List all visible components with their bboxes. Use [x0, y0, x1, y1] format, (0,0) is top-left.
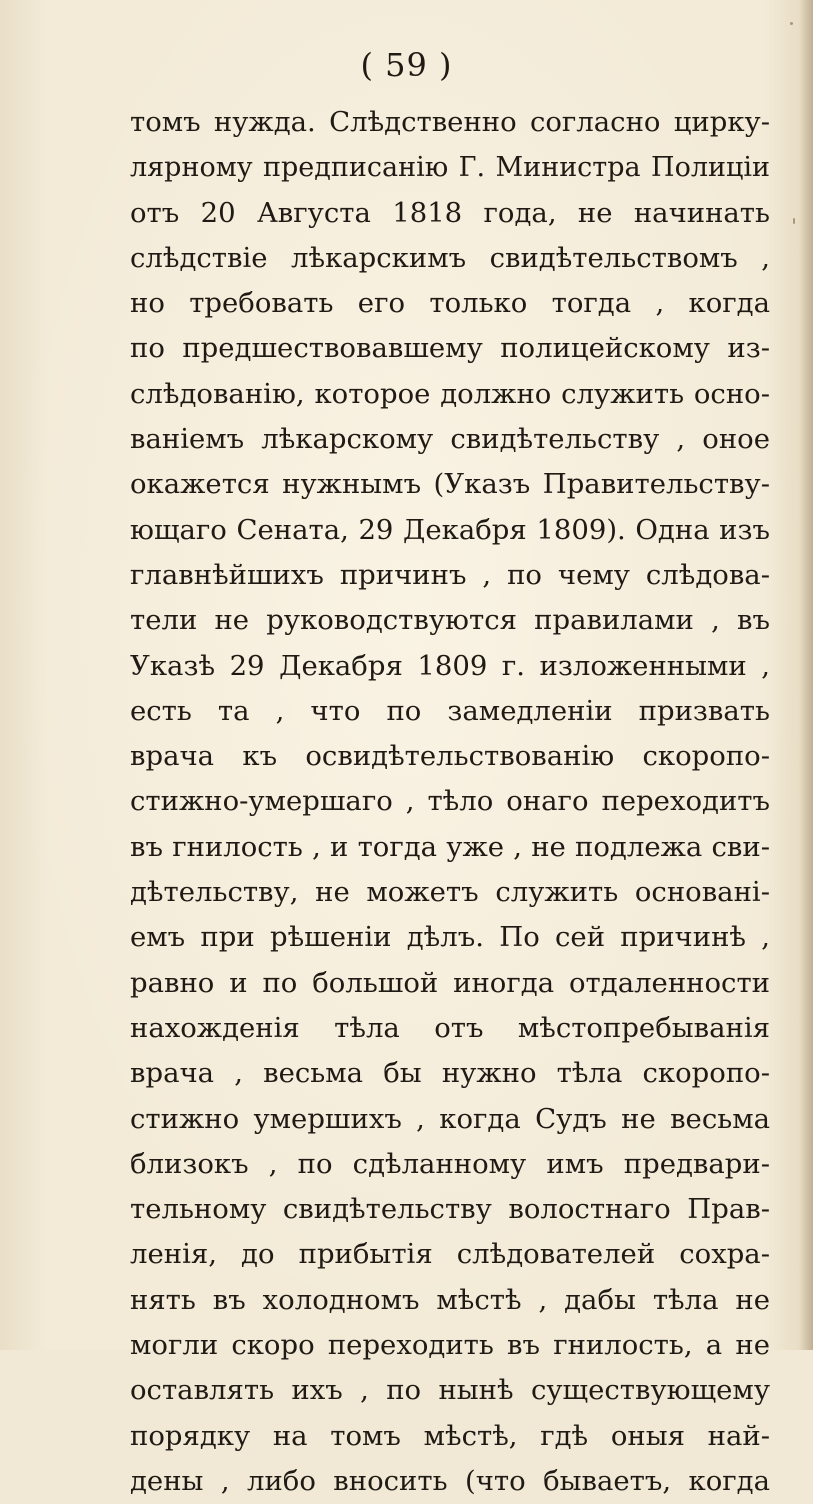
text-line: ваніемъ лѣкарскому свидѣтельству , оное [130, 423, 770, 456]
text-line: оставлять ихъ , по нынѣ существующему [130, 1374, 770, 1407]
text-line: емъ при рѣшеніи дѣлъ. По сей причинѣ , [130, 921, 770, 954]
text-line: слѣдованію, которое должно служить осно- [130, 377, 770, 410]
text-line: томъ нужда. Слѣдственно согласно цирку- [130, 106, 770, 138]
text-line: близокъ , по сдѣланному имъ предвари- [130, 1147, 770, 1180]
text-line: въ гнилость , и тогда уже , не подлежа сви- [130, 830, 770, 863]
text-line: лярному предписанію Г. Министра Полиціи [130, 152, 770, 184]
paper-speck [793, 218, 795, 224]
text-line: нять въ холодномъ мѣстѣ , дабы тѣла не [130, 1283, 770, 1316]
body-text [130, 100, 770, 1504]
text-line: дѣтельству, не можетъ служить основані- [130, 876, 770, 909]
text-line: врача къ освидѣтельствованію скоропо- [130, 740, 770, 773]
text-line: Указѣ 29 Декабря 1809 г. изложенными , [130, 649, 770, 682]
text-line: по предшествовавшему полицейскому из- [130, 332, 770, 365]
text-line: стижно-умершаго , тѣло онаго переходитъ [130, 785, 770, 818]
text-line: отъ 20 Августа 1818 года, не начинать [130, 196, 770, 229]
paper-speck [790, 22, 793, 25]
text-line: равно и по большой иногда отдаленности [130, 966, 770, 999]
text-line: порядку на томъ мѣстѣ, гдѣ оныя най- [130, 1419, 770, 1452]
text-line: могли скоро переходить въ гнилость, а не [130, 1329, 770, 1362]
text-line: ющаго Сената, 29 Декабря 1809). Одна изъ [130, 513, 770, 546]
text-line: есть та , что по замедленіи призвать [130, 694, 770, 727]
text-line: тели не руководствуются правилами , въ [130, 604, 770, 637]
text-line: окажется нужнымъ (Указъ Правительству- [130, 468, 770, 501]
text-line: ленія, до прибытія слѣдователей сохра- [130, 1238, 770, 1271]
text-line: слѣдствіе лѣкарскимъ свидѣтельствомъ , [130, 241, 770, 274]
text-line: дены , либо вносить (что бываетъ, когда [130, 1464, 770, 1497]
text-line: стижно умершихъ , когда Судъ не весьма [130, 1102, 770, 1135]
text-line: тельному свидѣтельству волостнаго Прав- [130, 1193, 770, 1226]
text-line: врача , весьма бы нужно тѣла скоропо- [130, 1057, 770, 1090]
page-number: ( 59 ) [360, 46, 453, 84]
page-edge-shadow [799, 0, 813, 1350]
text-line: главнѣйшихъ причинъ , по чему слѣдова- [130, 558, 770, 591]
text-line: но требовать его только тогда , когда [130, 287, 770, 320]
text-line: нахожденія тѣла отъ мѣстопребыванія [130, 1011, 770, 1044]
